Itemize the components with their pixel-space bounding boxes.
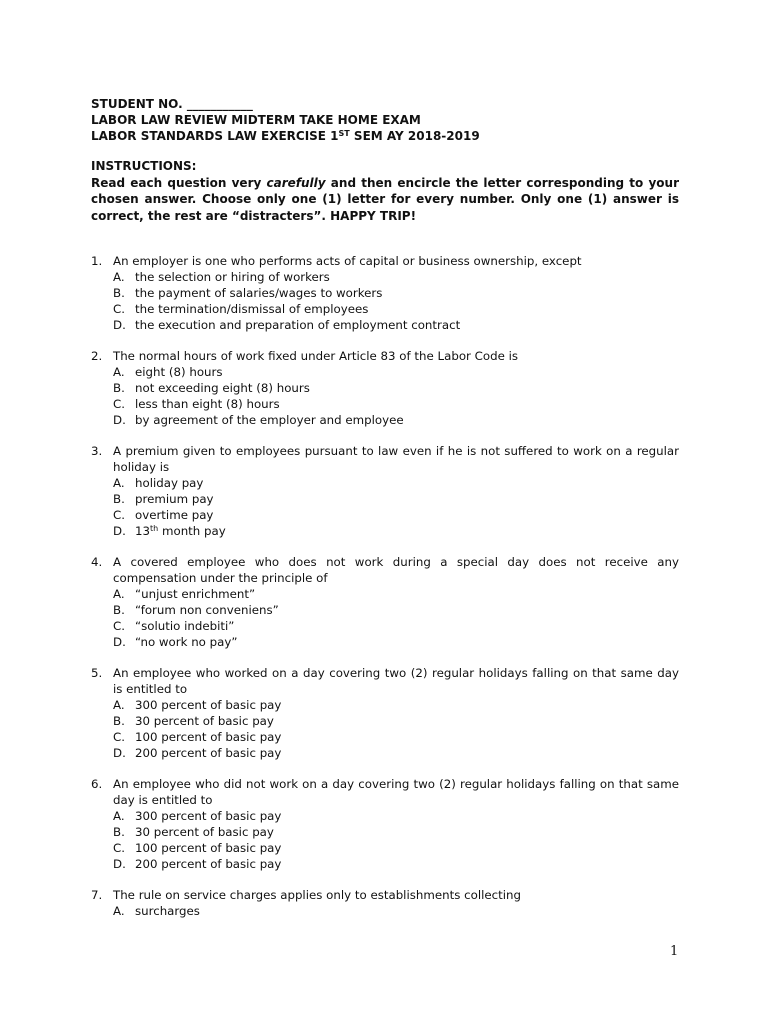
option-letter: D.	[113, 413, 126, 427]
answer-option	[113, 317, 679, 333]
option-text	[135, 475, 203, 491]
option-text-main: overtime pay	[135, 508, 214, 522]
question-item	[91, 443, 679, 539]
option-letter: D.	[113, 857, 126, 871]
answer-option	[113, 507, 679, 523]
answer-option	[113, 269, 679, 285]
option-text	[135, 586, 255, 602]
answer-option	[113, 745, 679, 761]
question-text: The rule on service charges applies only to establishments collecting	[113, 888, 521, 902]
option-text	[135, 364, 223, 380]
question-body	[113, 253, 679, 333]
instructions-heading: INSTRUCTIONS:	[91, 159, 197, 173]
option-text	[135, 745, 281, 761]
question-body	[113, 887, 679, 919]
student-number-line: STUDENT NO. ___________	[91, 97, 253, 111]
option-letter: A.	[113, 270, 125, 284]
answer-option	[113, 364, 679, 380]
option-letter: B.	[113, 603, 125, 617]
option-text-main: 100 percent of basic pay	[135, 841, 282, 855]
option-letter: D.	[113, 746, 126, 760]
question-text: An employee who worked on a day covering two (2) regular holidays falling on that same day is entitled to	[113, 666, 679, 696]
option-text-main: “unjust enrichment”	[135, 587, 256, 601]
subtitle-text-end: SEM AY 2018-2019	[349, 129, 480, 143]
option-text-after: month pay	[158, 524, 226, 538]
question-body	[113, 348, 679, 428]
option-letter: C.	[113, 841, 125, 855]
question-text: An employee who did not work on a day covering two (2) regular holidays falling on that same day is entitled to	[113, 777, 679, 807]
option-letter: B.	[113, 825, 125, 839]
option-text-main: “no work no pay”	[135, 635, 238, 649]
instructions	[91, 158, 679, 224]
option-text	[135, 856, 281, 872]
question-number: 4.	[91, 555, 103, 569]
exam-header	[91, 96, 679, 144]
option-text-main: 200 percent of basic pay	[135, 857, 282, 871]
option-letter: B.	[113, 381, 125, 395]
question-text: The normal hours of work fixed under Article 83 of the Labor Code is	[113, 349, 519, 363]
option-text	[135, 317, 460, 333]
option-text-main: 13	[135, 524, 151, 538]
option-letter: A.	[113, 809, 125, 823]
question-body	[113, 665, 679, 761]
question-body	[113, 554, 679, 650]
exam-title: LABOR LAW REVIEW MIDTERM TAKE HOME EXAM	[91, 113, 421, 127]
question-item	[91, 887, 679, 919]
option-text	[135, 840, 281, 856]
option-text-main: 100 percent of basic pay	[135, 730, 282, 744]
option-text-main: 30 percent of basic pay	[135, 714, 274, 728]
answer-option	[113, 856, 679, 872]
option-text	[135, 269, 330, 285]
exam-subtitle	[91, 128, 679, 144]
instructions-text-start: Read each question very	[91, 175, 267, 190]
subtitle-text: LABOR STANDARDS LAW EXERCISE 1	[91, 129, 339, 143]
question-body	[113, 443, 679, 539]
question-body	[113, 776, 679, 872]
instructions-text-end: and then encircle the letter corresponding to your chosen answer. Choose only one (1) letter for every number. Only one (1) answer is correct, the rest are “distracters”. HAPPY TRIP!	[91, 175, 679, 223]
option-text-main: the execution and preparation of employment contract	[135, 318, 461, 332]
option-text	[135, 523, 226, 539]
option-letter: C.	[113, 619, 125, 633]
question-item	[91, 348, 679, 428]
answer-option	[113, 713, 679, 729]
option-text	[135, 285, 382, 301]
option-text-main: 200 percent of basic pay	[135, 746, 282, 760]
option-text-main: “solutio indebiti”	[135, 619, 235, 633]
instructions-text	[91, 175, 679, 225]
option-letter: D.	[113, 318, 126, 332]
question-item	[91, 665, 679, 761]
option-letter: A.	[113, 587, 125, 601]
option-text-main: the termination/dismissal of employees	[135, 302, 369, 316]
option-text	[135, 396, 280, 412]
option-text	[135, 602, 279, 618]
page-number: 1	[670, 944, 679, 959]
answer-option	[113, 586, 679, 602]
option-text	[135, 491, 214, 507]
option-text	[135, 380, 310, 396]
answer-option	[113, 491, 679, 507]
answer-option	[113, 824, 679, 840]
option-superscript: th	[150, 524, 159, 533]
option-text-main: premium pay	[135, 492, 214, 506]
answer-option	[113, 285, 679, 301]
question-item	[91, 554, 679, 650]
option-text-main: the payment of salaries/wages to workers	[135, 286, 383, 300]
option-text-main: surcharges	[135, 904, 200, 918]
option-text	[135, 808, 281, 824]
answer-option	[113, 396, 679, 412]
option-text	[135, 618, 234, 634]
answer-option	[113, 602, 679, 618]
option-text-main: holiday pay	[135, 476, 204, 490]
option-text	[135, 824, 274, 840]
option-letter: C.	[113, 508, 125, 522]
option-letter: C.	[113, 302, 125, 316]
answer-option	[113, 523, 679, 539]
option-letter: D.	[113, 524, 126, 538]
answer-option	[113, 840, 679, 856]
option-letter: B.	[113, 286, 125, 300]
option-text	[135, 729, 281, 745]
option-text	[135, 634, 237, 650]
answer-option	[113, 697, 679, 713]
option-letter: C.	[113, 730, 125, 744]
option-text	[135, 507, 213, 523]
question-number: 3.	[91, 444, 103, 458]
question-text: An employer is one who performs acts of capital or business ownership, except	[113, 254, 582, 268]
option-text	[135, 697, 281, 713]
answer-option	[113, 412, 679, 428]
question-item	[91, 253, 679, 333]
answer-option	[113, 729, 679, 745]
question-number: 6.	[91, 777, 103, 791]
option-text-main: not exceeding eight (8) hours	[135, 381, 310, 395]
option-letter: D.	[113, 635, 126, 649]
option-text-main: 300 percent of basic pay	[135, 698, 282, 712]
question-item	[91, 776, 679, 872]
question-list	[91, 253, 679, 934]
subtitle-superscript: ST	[338, 129, 350, 138]
option-letter: A.	[113, 476, 125, 490]
answer-option	[113, 475, 679, 491]
option-text-main: the selection or hiring of workers	[135, 270, 330, 284]
option-letter: B.	[113, 492, 125, 506]
answer-option	[113, 618, 679, 634]
option-text	[135, 301, 368, 317]
option-text-main: 30 percent of basic pay	[135, 825, 274, 839]
answer-option	[113, 380, 679, 396]
option-text-main: eight (8) hours	[135, 365, 223, 379]
instructions-emphasis: carefully	[266, 175, 326, 190]
answer-option	[113, 903, 679, 919]
question-text: A covered employee who does not work during a special day does not receive any compensation under the principle of	[113, 555, 679, 585]
question-number: 2.	[91, 349, 103, 363]
option-text-main: less than eight (8) hours	[135, 397, 280, 411]
option-letter: B.	[113, 714, 125, 728]
question-text: A premium given to employees pursuant to law even if he is not suffered to work on a regular holiday is	[113, 444, 679, 474]
answer-option	[113, 301, 679, 317]
option-letter: A.	[113, 365, 125, 379]
option-text	[135, 713, 274, 729]
option-text-main: by agreement of the employer and employee	[135, 413, 404, 427]
option-text	[135, 412, 404, 428]
question-number: 1.	[91, 254, 103, 268]
question-number: 7.	[91, 888, 103, 902]
option-text-main: “forum non conveniens”	[135, 603, 279, 617]
option-letter: C.	[113, 397, 125, 411]
answer-option	[113, 634, 679, 650]
option-letter: A.	[113, 698, 125, 712]
option-letter: A.	[113, 904, 125, 918]
answer-option	[113, 808, 679, 824]
question-number: 5.	[91, 666, 103, 680]
option-text	[135, 903, 200, 919]
option-text-main: 300 percent of basic pay	[135, 809, 282, 823]
